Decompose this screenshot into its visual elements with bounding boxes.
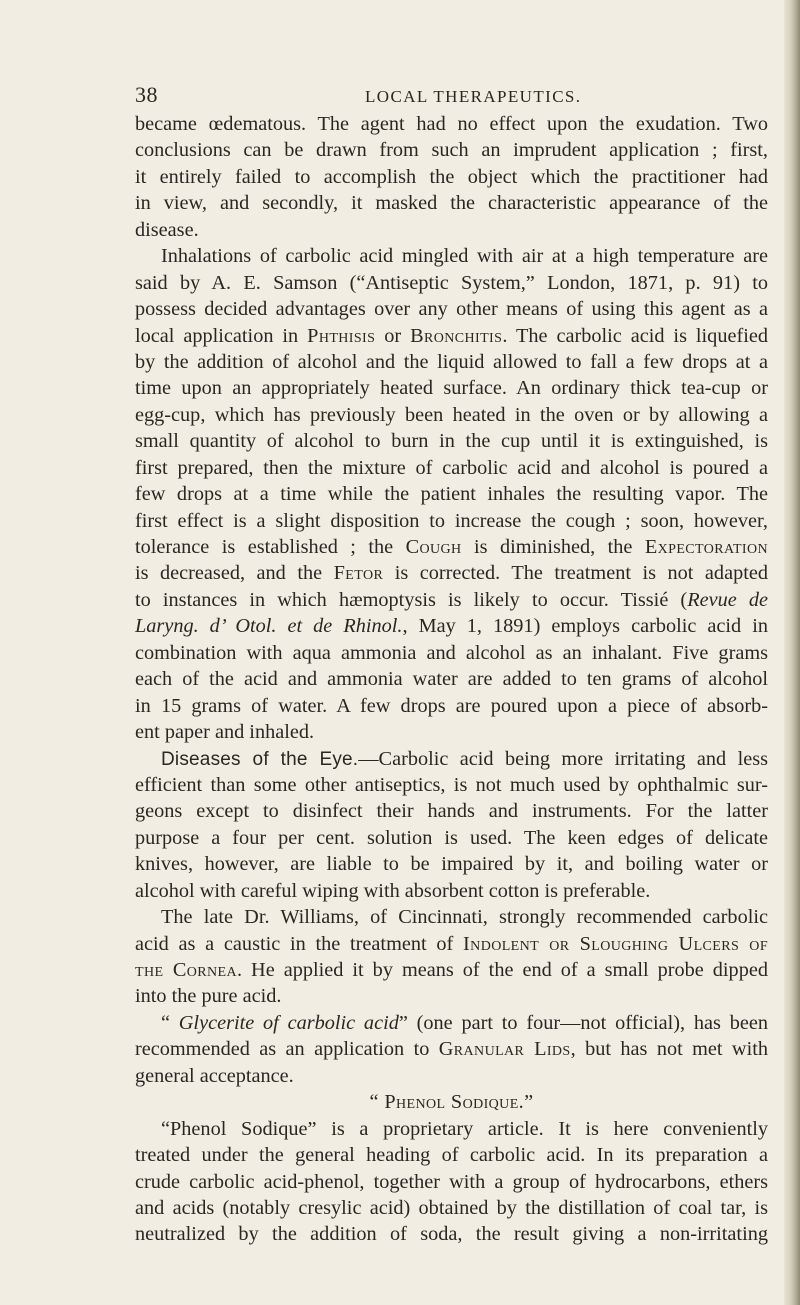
text-line <box>135 957 768 983</box>
text-line: The late Dr. Williams, of Cincinnati, strongly recommended carbolic <box>161 906 768 929</box>
text-line: in 15 grams of water. A few drops are poured upon a piece of absorb- <box>135 694 768 717</box>
disease-term-bronchitis: Bronchitis <box>410 324 503 347</box>
text-run: “ <box>161 1011 179 1034</box>
text-line: it entirely failed to accomplish the object which the practitioner had <box>135 165 768 188</box>
text-run: . The carbolic acid is liquefied <box>502 324 768 347</box>
text-run: ” (one part to four—not official), has been <box>398 1011 768 1034</box>
text-line <box>135 534 768 560</box>
text-line: disease. <box>135 218 199 241</box>
text-run: is corrected. The treatment is not adapted <box>383 562 768 585</box>
text-run: , but has not met with <box>570 1038 768 1061</box>
preparation-name: Glycerite of carbolic acid <box>178 1011 399 1034</box>
condition-term-granular-lids: Granular Lids <box>438 1038 571 1061</box>
page-edge <box>784 0 800 1305</box>
text-line: geons except to disinfect their hands and instruments. For the latter <box>135 800 768 823</box>
text-run: —Carbolic acid being more irritating and less <box>358 747 768 770</box>
text-line: ent paper and inhaled. <box>135 721 315 744</box>
text-line: alcohol with careful wiping with absorbent cotton is preferable. <box>135 879 651 902</box>
text-line <box>135 323 768 349</box>
text-run: recommended as an application to <box>135 1038 439 1061</box>
text-line <box>135 1036 768 1062</box>
text-run: or <box>375 324 411 347</box>
page-number: 38 <box>135 82 158 107</box>
journal-citation: Revue de <box>687 588 769 611</box>
text-line <box>135 560 768 586</box>
section-heading-phenol-sodique: “ Phenol Sodique.” <box>369 1091 534 1114</box>
section-heading-eye: Diseases of the Eye. <box>161 748 359 770</box>
text-line: conclusions can be drawn from such an imprudent application ; first, <box>135 139 768 162</box>
text-line <box>135 746 768 772</box>
text-line: combination with aqua ammonia and alcohol as an inhalant. Five grams <box>135 641 768 664</box>
text-run: local application in <box>135 324 308 347</box>
text-line <box>135 613 768 639</box>
text-line: and acids (notably cresylic acid) obtained by the distillation of coal tar, is <box>135 1196 768 1219</box>
text-line: small quantity of alcohol to burn in the cup until it is extinguished, is <box>135 430 768 453</box>
text-line <box>135 931 768 957</box>
text-line: said by A. E. Samson (“Antiseptic System,” London, 1871, p. 91) to <box>135 271 768 294</box>
journal-citation: Laryng. d’ Otol. et de Rhinol. <box>135 615 403 638</box>
text-line: treated under the general heading of carbolic acid. In its preparation a <box>135 1144 768 1167</box>
text-line: first prepared, then the mixture of carbolic acid and alcohol is poured a <box>135 456 768 479</box>
text-line: possess decided advantages over any other means of using this agent as a <box>135 298 768 321</box>
symptom-term-cough: Cough <box>405 536 462 558</box>
text-line: by the addition of alcohol and the liquid allowed to fall a few drops at a <box>135 350 768 373</box>
symptom-term-expectoration: Expectoration <box>644 536 768 558</box>
text-line: time upon an appropriately heated surface. An ordinary thick tea-cup or <box>135 377 768 400</box>
page-header <box>135 82 775 112</box>
body-text <box>135 111 768 1248</box>
text-run: acid as a caustic in the treatment of <box>135 932 464 955</box>
text-line: Inhalations of carbolic acid mingled with air at a high temperature are <box>161 245 768 268</box>
text-line: knives, however, are liable to be impaired by it, and boiling water or <box>135 853 768 876</box>
text-line: first effect is a slight disposition to increase the cough ; soon, however, <box>135 509 768 532</box>
text-line <box>135 1010 768 1036</box>
text-line: general acceptance. <box>135 1064 294 1087</box>
text-run: tolerance is established ; the <box>135 536 406 558</box>
text-run: , May 1, 1891) employs carbolic acid in <box>402 615 768 638</box>
text-run: . He applied it by means of the end of a small probe dipped <box>236 959 768 981</box>
text-line: egg-cup, which has previously been heated in the oven or by allowing a <box>135 403 768 426</box>
text-line: neutralized by the addition of soda, the result giving a non-irritating <box>135 1223 768 1246</box>
text-line: in view, and secondly, it masked the characteristic appearance of the <box>135 192 768 215</box>
text-line <box>135 587 768 613</box>
disease-term-phthisis: Phthisis <box>307 324 376 347</box>
condition-term-ulcers: Indolent or Sloughing Ulcers of <box>463 932 768 955</box>
text-line: into the pure acid. <box>135 985 282 1008</box>
text-line: crude carbolic acid-phenol, together with a group of hydrocarbons, ethers <box>135 1170 768 1193</box>
text-run: is decreased, and the <box>135 562 334 585</box>
symptom-term-fetor: Fetor <box>333 562 384 585</box>
text-line: each of the acid and ammonia water are added to ten grams of alcohol <box>135 668 768 691</box>
text-line: efficient than some other antiseptics, is not much used by ophthalmic sur- <box>135 773 768 796</box>
text-line: became œdematous. The agent had no effect upon the exudation. Two <box>135 113 768 135</box>
text-run: to instances in which hæmoptysis is likely to occur. Tissié ( <box>135 588 688 611</box>
text-line: purpose a four per cent. solution is used. The keen edges of delicate <box>135 826 768 849</box>
running-head: LOCAL THERAPEUTICS. <box>365 87 582 106</box>
condition-term-cornea: the Cornea <box>135 959 237 981</box>
text-line: few drops at a time while the patient inhales the resulting vapor. The <box>135 483 768 506</box>
text-line: “Phenol Sodique” is a proprietary article. It is here conveniently <box>161 1117 768 1140</box>
text-run: is diminished, the <box>461 536 645 558</box>
